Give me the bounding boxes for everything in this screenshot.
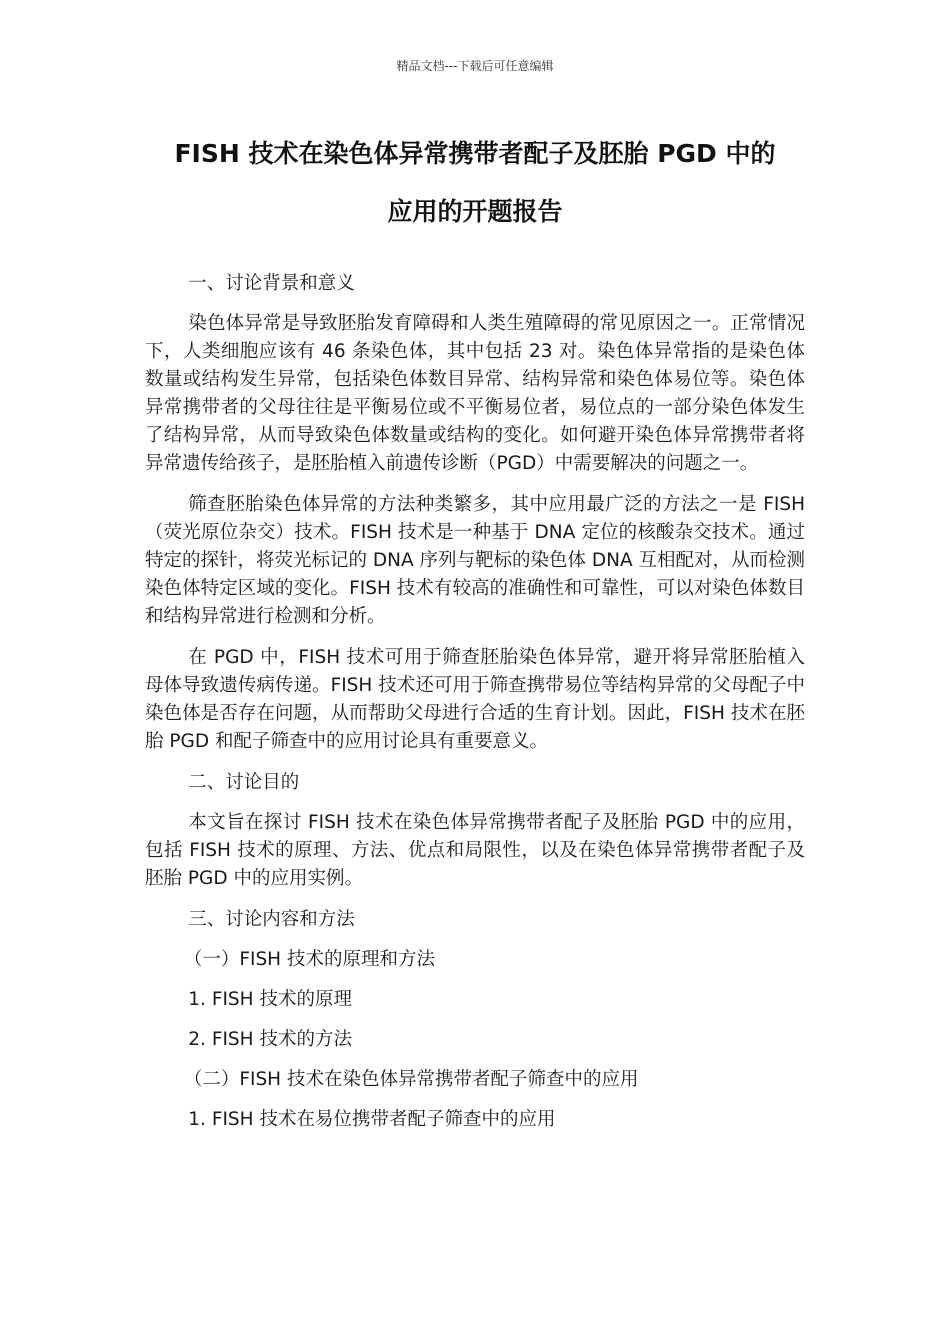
subsection-heading-gamete-screening: （二）FISH 技术在染色体异常携带者配子筛查中的应用 <box>183 1069 639 1090</box>
section-heading-background: 一、讨论背景和意义 <box>188 273 355 294</box>
section-heading-content-methods: 三、讨论内容和方法 <box>188 909 355 930</box>
list-item-principle: 1. FISH 技术的原理 <box>188 989 352 1010</box>
section-heading-purpose: 二、讨论目的 <box>188 772 300 793</box>
paragraph-purpose: 本文旨在探讨 FISH 技术在染色体异常携带者配子及胚胎 PGD 中的应用，包括 FISH 技术的原理、方法、优点和局限性，以及在染色体异常携带者配子及胚胎 PGD 中的应用实例。 <box>145 812 805 889</box>
paragraph-background-2: 筛查胚胎染色体异常的方法种类繁多，其中应用最广泛的方法之一是 FISH（荧光原位杂交）技术。FISH 技术是一种基于 DNA 定位的核酸杂交技术。通过特定的探针，将荧光标记的 DNA 序列与靶标的染色体 DNA 互相配对，从而检测染色体特定区域的变化。FISH 技术有较高的准确性和可靠性，可以对染色体数目和结构异常进行检测和分析。 <box>145 494 806 627</box>
page-header-watermark: 精品文档---下载后可任意编辑 <box>396 59 554 73</box>
list-item-method: 2. FISH 技术的方法 <box>188 1029 352 1050</box>
paragraph-background-1: 染色体异常是导致胚胎发育障碍和人类生殖障碍的常见原因之一。正常情况下，人类细胞应该有 46 条染色体，其中包括 23 对。染色体异常指的是染色体数量或结构发生异常，包括染色体数目异常、结构异常和染色体易位等。染色体异常携带者的父母往往是平衡易位或不平衡易位者，易位点的一部分染色体发生了结构异常，从而导致染色体数量或结构的变化。如何避开染色体异常携带者将异常遗传给孩子，是胚胎植入前遗传诊断（PGD）中需要解决的问题之一。 <box>145 313 805 474</box>
document-title-line-1: FISH 技术在染色体异常携带者配子及胚胎 PGD 中的 <box>174 139 776 168</box>
subsection-heading-principle-method: （一）FISH 技术的原理和方法 <box>183 949 435 970</box>
document-title-line-2: 应用的开题报告 <box>387 197 563 226</box>
document-body <box>145 270 805 1146</box>
list-item-translocation-screening: 1. FISH 技术在易位携带者配子筛查中的应用 <box>188 1109 556 1130</box>
paragraph-background-3: 在 PGD 中，FISH 技术可用于筛查胚胎染色体异常，避开将异常胚胎植入母体导致遗传病传递。FISH 技术还可用于筛查携带易位等结构异常的父母配子中染色体是否存在问题，从而帮助父母进行合适的生育计划。因此，FISH 技术在胚胎 PGD 和配子筛查中的应用讨论具有重要意义。 <box>145 647 805 752</box>
